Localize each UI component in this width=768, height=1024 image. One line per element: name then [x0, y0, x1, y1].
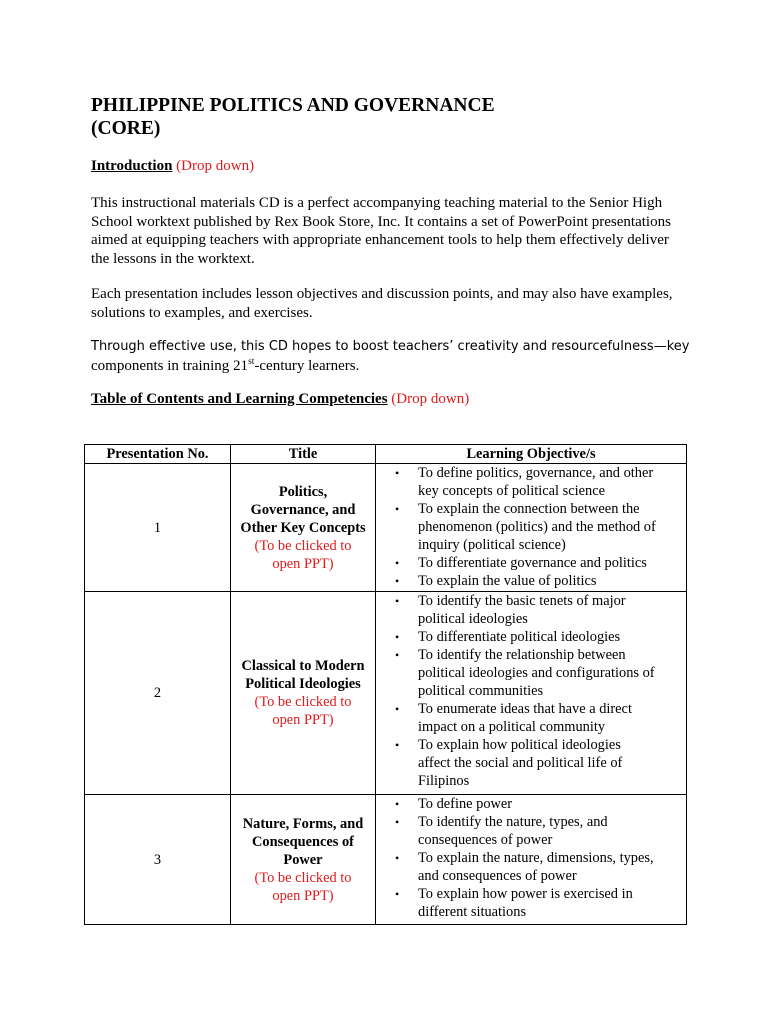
objective-line: and consequences of power	[418, 868, 577, 884]
objective-line: impact on a political community	[418, 719, 606, 735]
objective-line: To define power	[418, 796, 513, 812]
objective-line: To enumerate ideas that have a direct	[418, 701, 632, 717]
bullet-icon: •	[395, 851, 400, 865]
open-ppt-link[interactable]	[234, 537, 372, 573]
objective-line: phenomenon (politics) and the method of	[418, 519, 656, 535]
objective-list	[376, 795, 682, 921]
intro-paragraph-1	[91, 194, 691, 268]
presentation-title-line: Governance, and	[250, 501, 356, 518]
open-ppt-link-line[interactable]: open PPT)	[272, 712, 334, 728]
paragraph-text: components in training 21	[91, 357, 249, 374]
objective-line: To define politics, governance, and other	[418, 465, 654, 481]
bullet-icon: •	[395, 797, 400, 811]
objective-item	[376, 464, 682, 500]
objective-line: To differentiate governance and politics	[418, 555, 647, 571]
objective-line: To identify the basic tenets of major	[418, 593, 626, 609]
title-line-2: (CORE)	[91, 118, 161, 139]
introduction-heading-label: Introduction	[91, 158, 173, 174]
toc-heading-label: Table of Contents and Learning Competencies	[91, 391, 388, 407]
objective-item	[376, 700, 682, 736]
objective-line: To explain how power is exercised in	[418, 886, 633, 902]
paragraph-line: the lessons in the worktext.	[91, 250, 255, 267]
page-title	[91, 94, 651, 140]
objective-line: To explain how political ideologies	[418, 737, 621, 753]
header-learning-objectives: Learning Objective/s	[376, 445, 687, 464]
introduction-dropdown[interactable]: (Drop down)	[176, 158, 255, 174]
objective-item	[376, 572, 682, 590]
open-ppt-link[interactable]	[234, 869, 372, 905]
objective-line: key concepts of political science	[418, 483, 606, 499]
objective-line: To explain the connection between the	[418, 501, 640, 517]
table-row	[85, 464, 687, 592]
bullet-icon: •	[395, 556, 400, 570]
objective-item	[376, 813, 682, 849]
objective-list	[376, 592, 682, 790]
toc-heading	[91, 390, 469, 408]
intro-paragraph-2	[91, 285, 691, 322]
paragraph-line	[91, 357, 691, 376]
objective-list	[376, 464, 682, 590]
objective-line: different situations	[418, 904, 527, 920]
presentation-number: 3	[85, 795, 231, 925]
presentation-title-cell	[231, 795, 376, 925]
bullet-icon: •	[395, 502, 400, 516]
objective-item	[376, 592, 682, 628]
intro-paragraph-3	[91, 338, 691, 375]
open-ppt-link[interactable]	[234, 693, 372, 729]
objective-item	[376, 885, 682, 921]
objective-line: affect the social and political life of	[418, 755, 623, 771]
bullet-icon: •	[395, 887, 400, 901]
open-ppt-link-line[interactable]: open PPT)	[272, 887, 334, 904]
open-ppt-link-line[interactable]: open PPT)	[272, 555, 334, 572]
objective-line: consequences of power	[418, 832, 553, 848]
bullet-icon: •	[395, 594, 400, 608]
presentation-title-line: Politics,	[278, 483, 328, 500]
title-line-1: PHILIPPINE POLITICS AND GOVERNANCE	[91, 95, 495, 116]
bullet-icon: •	[395, 648, 400, 662]
bullet-icon: •	[395, 815, 400, 829]
ordinal-superscript: st	[248, 356, 255, 367]
learning-objectives-cell	[376, 592, 687, 795]
objective-line: Filipinos	[418, 773, 470, 789]
objective-line: To identify the nature, types, and	[418, 814, 608, 830]
header-presentation-no: Presentation No.	[85, 445, 231, 464]
objective-item	[376, 849, 682, 885]
objective-line: political communities	[418, 683, 544, 699]
paragraph-line: aimed at equipping teachers with appropriate enhancement tools to help them effectively deliver	[91, 232, 669, 248]
presentation-title-line: Other Key Concepts	[240, 519, 366, 536]
paragraph-text: -century learners.	[254, 357, 360, 374]
presentation-number: 1	[85, 464, 231, 592]
header-title: Title	[231, 445, 376, 464]
objective-item	[376, 554, 682, 572]
objective-line: To explain the value of politics	[418, 573, 597, 589]
toc-table	[84, 444, 687, 925]
paragraph-line: School worktext published by Rex Book Store, Inc. It contains a set of PowerPoint presentations	[91, 213, 671, 230]
toc-dropdown[interactable]: (Drop down)	[391, 391, 470, 407]
objective-item	[376, 646, 682, 700]
paragraph-line: This instructional materials CD is a perfect accompanying teaching material to the Senior High	[91, 195, 663, 211]
presentation-title-cell	[231, 464, 376, 592]
presentation-title-line: Power	[283, 851, 323, 868]
presentation-title-cell	[231, 592, 376, 795]
paragraph-line: solutions to examples, and exercises.	[91, 304, 313, 321]
open-ppt-link-line[interactable]: (To be clicked to	[254, 694, 352, 710]
presentation-title-line: Classical to Modern	[241, 658, 365, 674]
learning-objectives-cell	[376, 464, 687, 592]
presentation-title-line: Political Ideologies	[245, 676, 361, 692]
objective-line: political ideologies and configurations of	[418, 665, 655, 681]
paragraph-line: Through effective use, this CD hopes to boost teachers’ creativity and resourcefulness—key	[91, 339, 690, 354]
table-row	[85, 795, 687, 925]
objective-item	[376, 736, 682, 790]
objective-item	[376, 500, 682, 554]
bullet-icon: •	[395, 466, 400, 480]
objective-line: To explain the nature, dimensions, types,	[418, 850, 654, 866]
learning-objectives-cell	[376, 795, 687, 925]
bullet-icon: •	[395, 702, 400, 716]
table-header-row	[85, 445, 687, 464]
bullet-icon: •	[395, 574, 400, 588]
objective-item	[376, 628, 682, 646]
objective-line: To identify the relationship between	[418, 647, 626, 663]
presentation-title-line: Consequences of	[252, 833, 354, 850]
presentation-title-line: Nature, Forms, and	[242, 815, 364, 832]
table-row	[85, 592, 687, 795]
objective-item	[376, 795, 682, 813]
bullet-icon: •	[395, 738, 400, 752]
open-ppt-link-line[interactable]: (To be clicked to	[254, 537, 352, 554]
objective-line: political ideologies	[418, 611, 528, 627]
open-ppt-link-line[interactable]: (To be clicked to	[254, 869, 352, 886]
introduction-heading	[91, 157, 254, 175]
paragraph-line: Each presentation includes lesson objectives and discussion points, and may also have examples,	[91, 286, 673, 302]
objective-line: inquiry (political science)	[418, 537, 566, 553]
objective-line: To differentiate political ideologies	[418, 629, 621, 645]
bullet-icon: •	[395, 630, 400, 644]
presentation-number: 2	[85, 592, 231, 795]
